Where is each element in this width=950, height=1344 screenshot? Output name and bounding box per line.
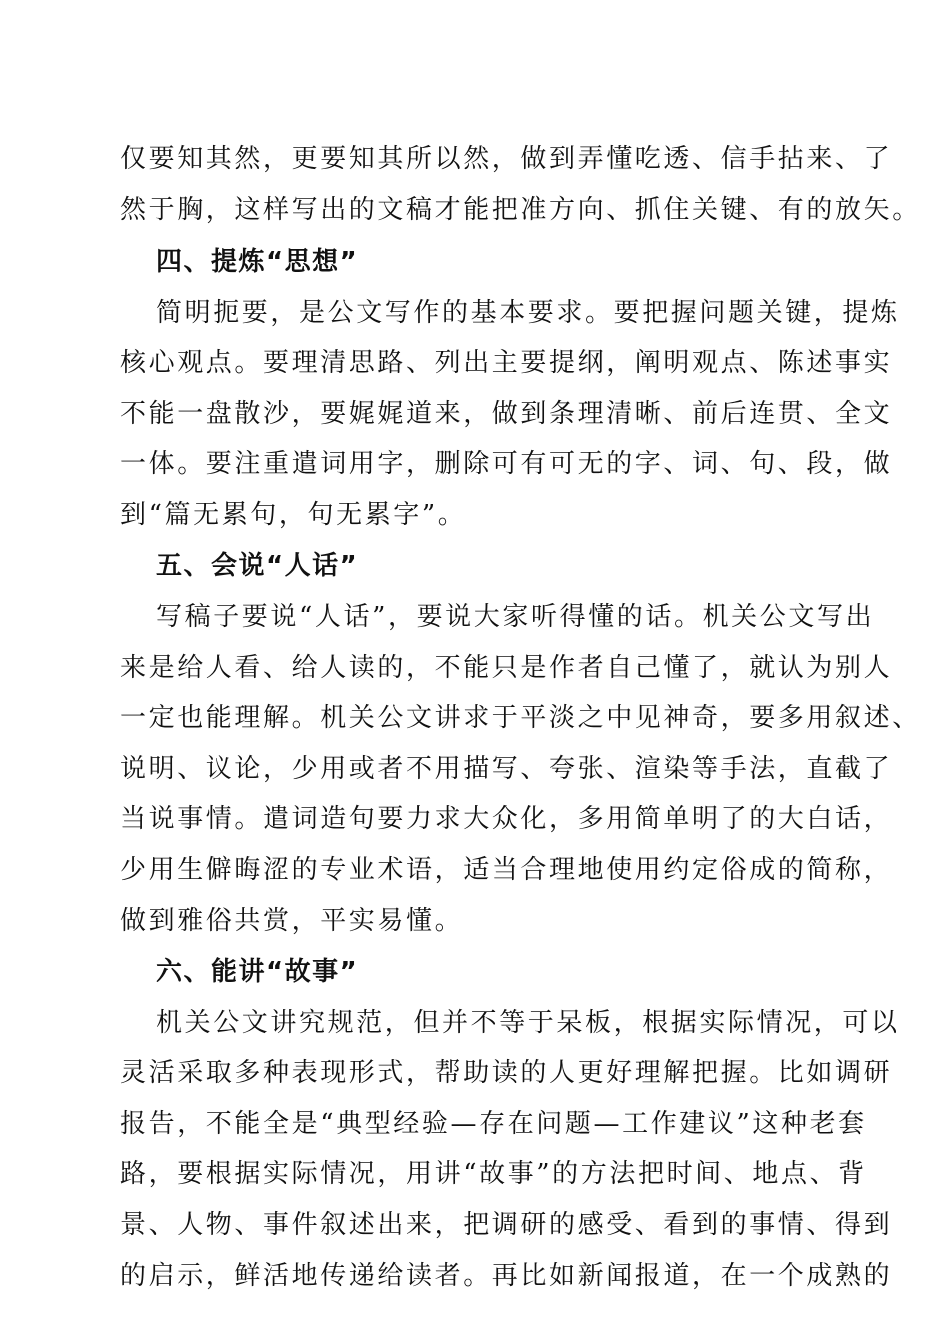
text-line: 景、人物、事件叙述出来，把调研的感受、看到的事情、得到 xyxy=(120,1210,893,1240)
text-line: 灵活采取多种表现形式，帮助读的人更好理解把握。比如调研 xyxy=(120,1058,893,1088)
text-line: 写稿子要说“人话”，要说大家听得懂的话。机关公文写出 xyxy=(156,602,875,632)
text-line: 来是给人看、给人读的，不能只是作者自己懂了，就认为别人 xyxy=(120,653,893,683)
text-line: 一体。要注重遣词用字，删除可有可无的字、词、句、段，做 xyxy=(120,449,893,479)
text-line: 仅要知其然，更要知其所以然，做到弄懂吃透、信手拈来、了 xyxy=(120,144,893,174)
text-line: 然于胸，这样写出的文稿才能把准方向、抓住关键、有的放矢。 xyxy=(120,195,921,225)
text-line: 机关公文讲究规范，但并不等于呆板，根据实际情况，可以 xyxy=(156,1008,900,1038)
text-line: 简明扼要，是公文写作的基本要求。要把握问题关键，提炼 xyxy=(156,298,900,328)
text-line: 报告，不能全是“典型经验—存在问题—工作建议”这种老套 xyxy=(120,1109,867,1139)
text-line: 做到雅俗共赏，平实易懂。 xyxy=(120,906,464,936)
text-line: 到“篇无累句，句无累字”。 xyxy=(120,500,467,530)
section-heading-4: 四、提炼“思想” xyxy=(156,247,359,277)
text-line: 少用生僻晦涩的专业术语，适当合理地使用约定俗成的简称， xyxy=(120,855,893,885)
text-line: 路，要根据实际情况，用讲“故事”的方法把时间、地点、背 xyxy=(120,1159,867,1189)
text-line: 当说事情。遣词造句要力求大众化，多用简单明了的大白话， xyxy=(120,804,893,834)
text-line: 说明、议论，少用或者不用描写、夸张、渲染等手法，直截了 xyxy=(120,754,893,784)
section-heading-5: 五、会说“人话” xyxy=(156,551,359,581)
text-line: 不能一盘散沙，要娓娓道来，做到条理清晰、前后连贯、全文 xyxy=(120,399,893,429)
text-line: 一定也能理解。机关公文讲求于平淡之中见神奇，要多用叙述、 xyxy=(120,703,921,733)
text-line: 核心观点。要理清思路、列出主要提纲，阐明观点、陈述事实 xyxy=(120,348,893,378)
section-heading-6: 六、能讲“故事” xyxy=(156,957,359,987)
text-line: 的启示，鲜活地传递给读者。再比如新闻报道，在一个成熟的 xyxy=(120,1261,893,1291)
